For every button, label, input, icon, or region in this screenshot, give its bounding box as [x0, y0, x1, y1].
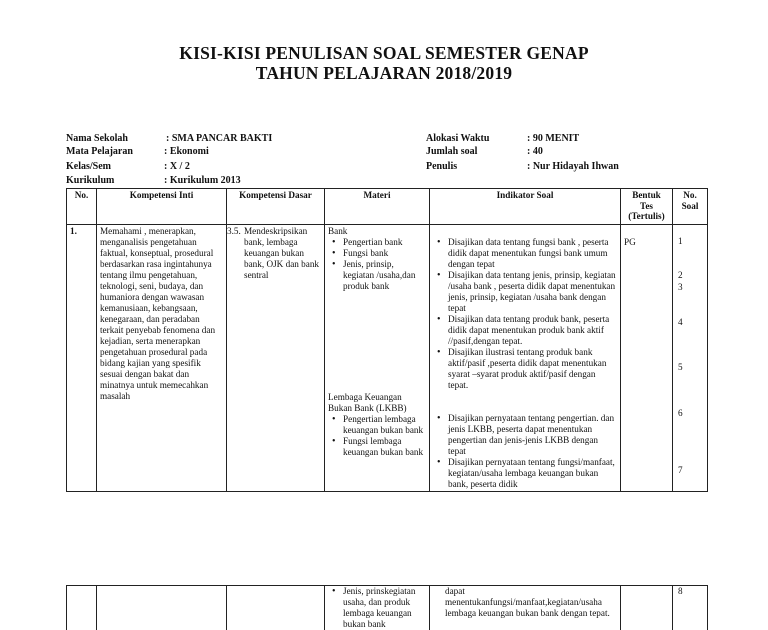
soal-number: 1	[678, 236, 683, 246]
materi-bank-list	[331, 237, 427, 292]
kd-number: 3.5.	[227, 226, 241, 236]
kd-text: Mendeskripsikan bank, lembaga keuangan bukan bank, OJK dan bank sentral	[244, 226, 320, 280]
list-item: • Disajikan data tentang fungsi bank , peserta didik dapat menentukan fungsi bank umum dengan tepat	[436, 237, 617, 270]
header-no-soal	[673, 189, 708, 225]
soal-number: 4	[678, 317, 683, 327]
cell-no-soal	[673, 586, 708, 630]
cell-no	[67, 586, 97, 630]
header-no-soal-line1: No.	[683, 190, 697, 200]
label-jumlah-soal: Jumlah soal	[426, 146, 478, 157]
materi-lkbb-list	[331, 414, 427, 458]
list-item: • Disajikan pernyataan tentang fungsi/manfaat, kegiatan/usaha lembaga keuangan bukan bank, peserta didik	[436, 457, 617, 490]
materi-lkbb-title: Lembaga Keuangan Bukan Bank (LKBB)	[328, 392, 407, 413]
cell-bentuk-tes	[621, 586, 673, 630]
label-kurikulum: Kurikulum	[66, 175, 115, 186]
list-item: • Disajikan data tentang produk bank, peserta didik dapat menentukan produk bank aktif //pasif,dengan tepat.	[436, 314, 617, 347]
soal-number: 5	[678, 362, 683, 372]
soal-number: 6	[678, 408, 683, 418]
header-indikator-soal: Indikator Soal	[430, 189, 621, 225]
soal-number: 8	[678, 586, 683, 596]
cell-kompetensi-dasar	[227, 586, 325, 630]
soal-number: 3	[678, 282, 683, 292]
list-item: • Jenis, prinsip, kegiatan /usaha,dan produk bank	[331, 259, 427, 292]
cell-kompetensi-inti: Memahami , menerapkan, menganalisis pengetahuan faktual, konseptual, prosedural berdasarkan rasa ingintahunya tentang ilmu pengetahuan, teknologi, seni, budaya, dan humaniora dengan wawasan kemanusiaan, kebangsaan, kenegaraan, dan peradaban terkait penyebab fenomena dan kejadian, serta menerapkan pengetahuan prosedural pada bidang kajian yang spesifik sesuai dengan bakat dan minatnya untuk memecahkan masalah	[97, 225, 227, 492]
materi-list	[331, 586, 426, 630]
list-item: • Disajikan ilustrasi tentang produk bank aktif/pasif ,peserta didik dapat menentukan syarat –syarat produk aktif/pasif dengan tepat.	[436, 347, 617, 391]
list-item: • Fungsi lembaga keuangan bukan bank	[331, 436, 427, 458]
cell-kompetensi-inti	[97, 586, 227, 630]
header-no-soal-line2: Soal	[681, 200, 699, 211]
value-nama-sekolah: : SMA PANCAR BAKTI	[166, 133, 273, 144]
label-nama-sekolah: Nama Sekolah	[66, 133, 128, 144]
cell-indikator	[430, 586, 621, 630]
label-penulis: Penulis	[426, 161, 458, 172]
list-item: • Pengertian lembaga keuangan bukan bank	[331, 414, 427, 436]
value-kelas-sem: : X / 2	[164, 161, 190, 172]
cell-materi	[325, 225, 430, 492]
cell-materi	[325, 586, 430, 630]
list-item: • Jenis, prinskegiatan usaha, dan produk lembaga keuangan bukan bank	[331, 586, 426, 630]
value-mata-pelajaran: : Ekonomi	[164, 146, 209, 157]
soal-number: 7	[678, 465, 683, 475]
value-penulis: : Nur Hidayah Ihwan	[527, 161, 619, 172]
cell-bentuk-tes	[621, 225, 673, 492]
value-kurikulum: : Kurikulum 2013	[164, 175, 241, 186]
cell-kompetensi-dasar	[227, 225, 325, 492]
indikator-text: dapat menentukanfungsi/manfaat,kegiatan/usaha lembaga keuangan bukan bank dengan tepat.	[445, 586, 610, 618]
soal-number: 2	[678, 270, 683, 280]
header-no: No.	[67, 189, 97, 225]
bentuk-value: PG	[624, 237, 636, 247]
document-title-line1: KISI-KISI PENULISAN SOAL SEMESTER GENAP	[179, 43, 589, 63]
label-alokasi-waktu: Alokasi Waktu	[426, 133, 490, 144]
list-item: • Pengertian bank	[331, 237, 427, 248]
kisi-kisi-table	[66, 188, 708, 492]
header-bentuk-line3: (Tertulis)	[628, 211, 665, 221]
document-title-line2: TAHUN PELAJARAN 2018/2019	[255, 63, 513, 83]
header-kompetensi-dasar: Kompetensi Dasar	[227, 189, 325, 225]
value-alokasi-waktu: : 90 MENIT	[527, 133, 580, 144]
header-bentuk-line1: Bentuk	[632, 190, 661, 200]
label-mata-pelajaran: Mata Pelajaran	[66, 146, 133, 157]
cell-no: 1.	[67, 225, 97, 492]
header-bentuk-tes	[621, 189, 673, 225]
table-row	[67, 225, 708, 492]
list-item: • Fungsi bank	[331, 248, 427, 259]
header-kompetensi-inti: Kompetensi Inti	[97, 189, 227, 225]
table-row	[67, 586, 708, 630]
table-header-row	[67, 189, 708, 225]
materi-bank-title: Bank	[328, 226, 348, 236]
list-item: • Disajikan pernyataan tentang pengertian. dan jenis LKBB, peserta dapat menentukan pengertian dan jenis-jenis LKBB dengan tepat	[436, 413, 617, 457]
header-bentuk-line2: Tes	[640, 200, 653, 211]
cell-no-soal	[673, 225, 708, 492]
header-materi: Materi	[325, 189, 430, 225]
label-kelas-sem: Kelas/Sem	[66, 161, 111, 172]
list-item: • Disajikan data tentang jenis, prinsip, kegiatan /usaha bank , peserta didik dapat menentukan jenis, prinsip, kegiatan /usaha bank dengan tepat	[436, 270, 617, 314]
value-jumlah-soal: : 40	[527, 146, 543, 157]
cell-indikator	[430, 225, 621, 492]
kisi-kisi-table-continued	[66, 585, 708, 630]
indikator-list	[436, 237, 617, 490]
